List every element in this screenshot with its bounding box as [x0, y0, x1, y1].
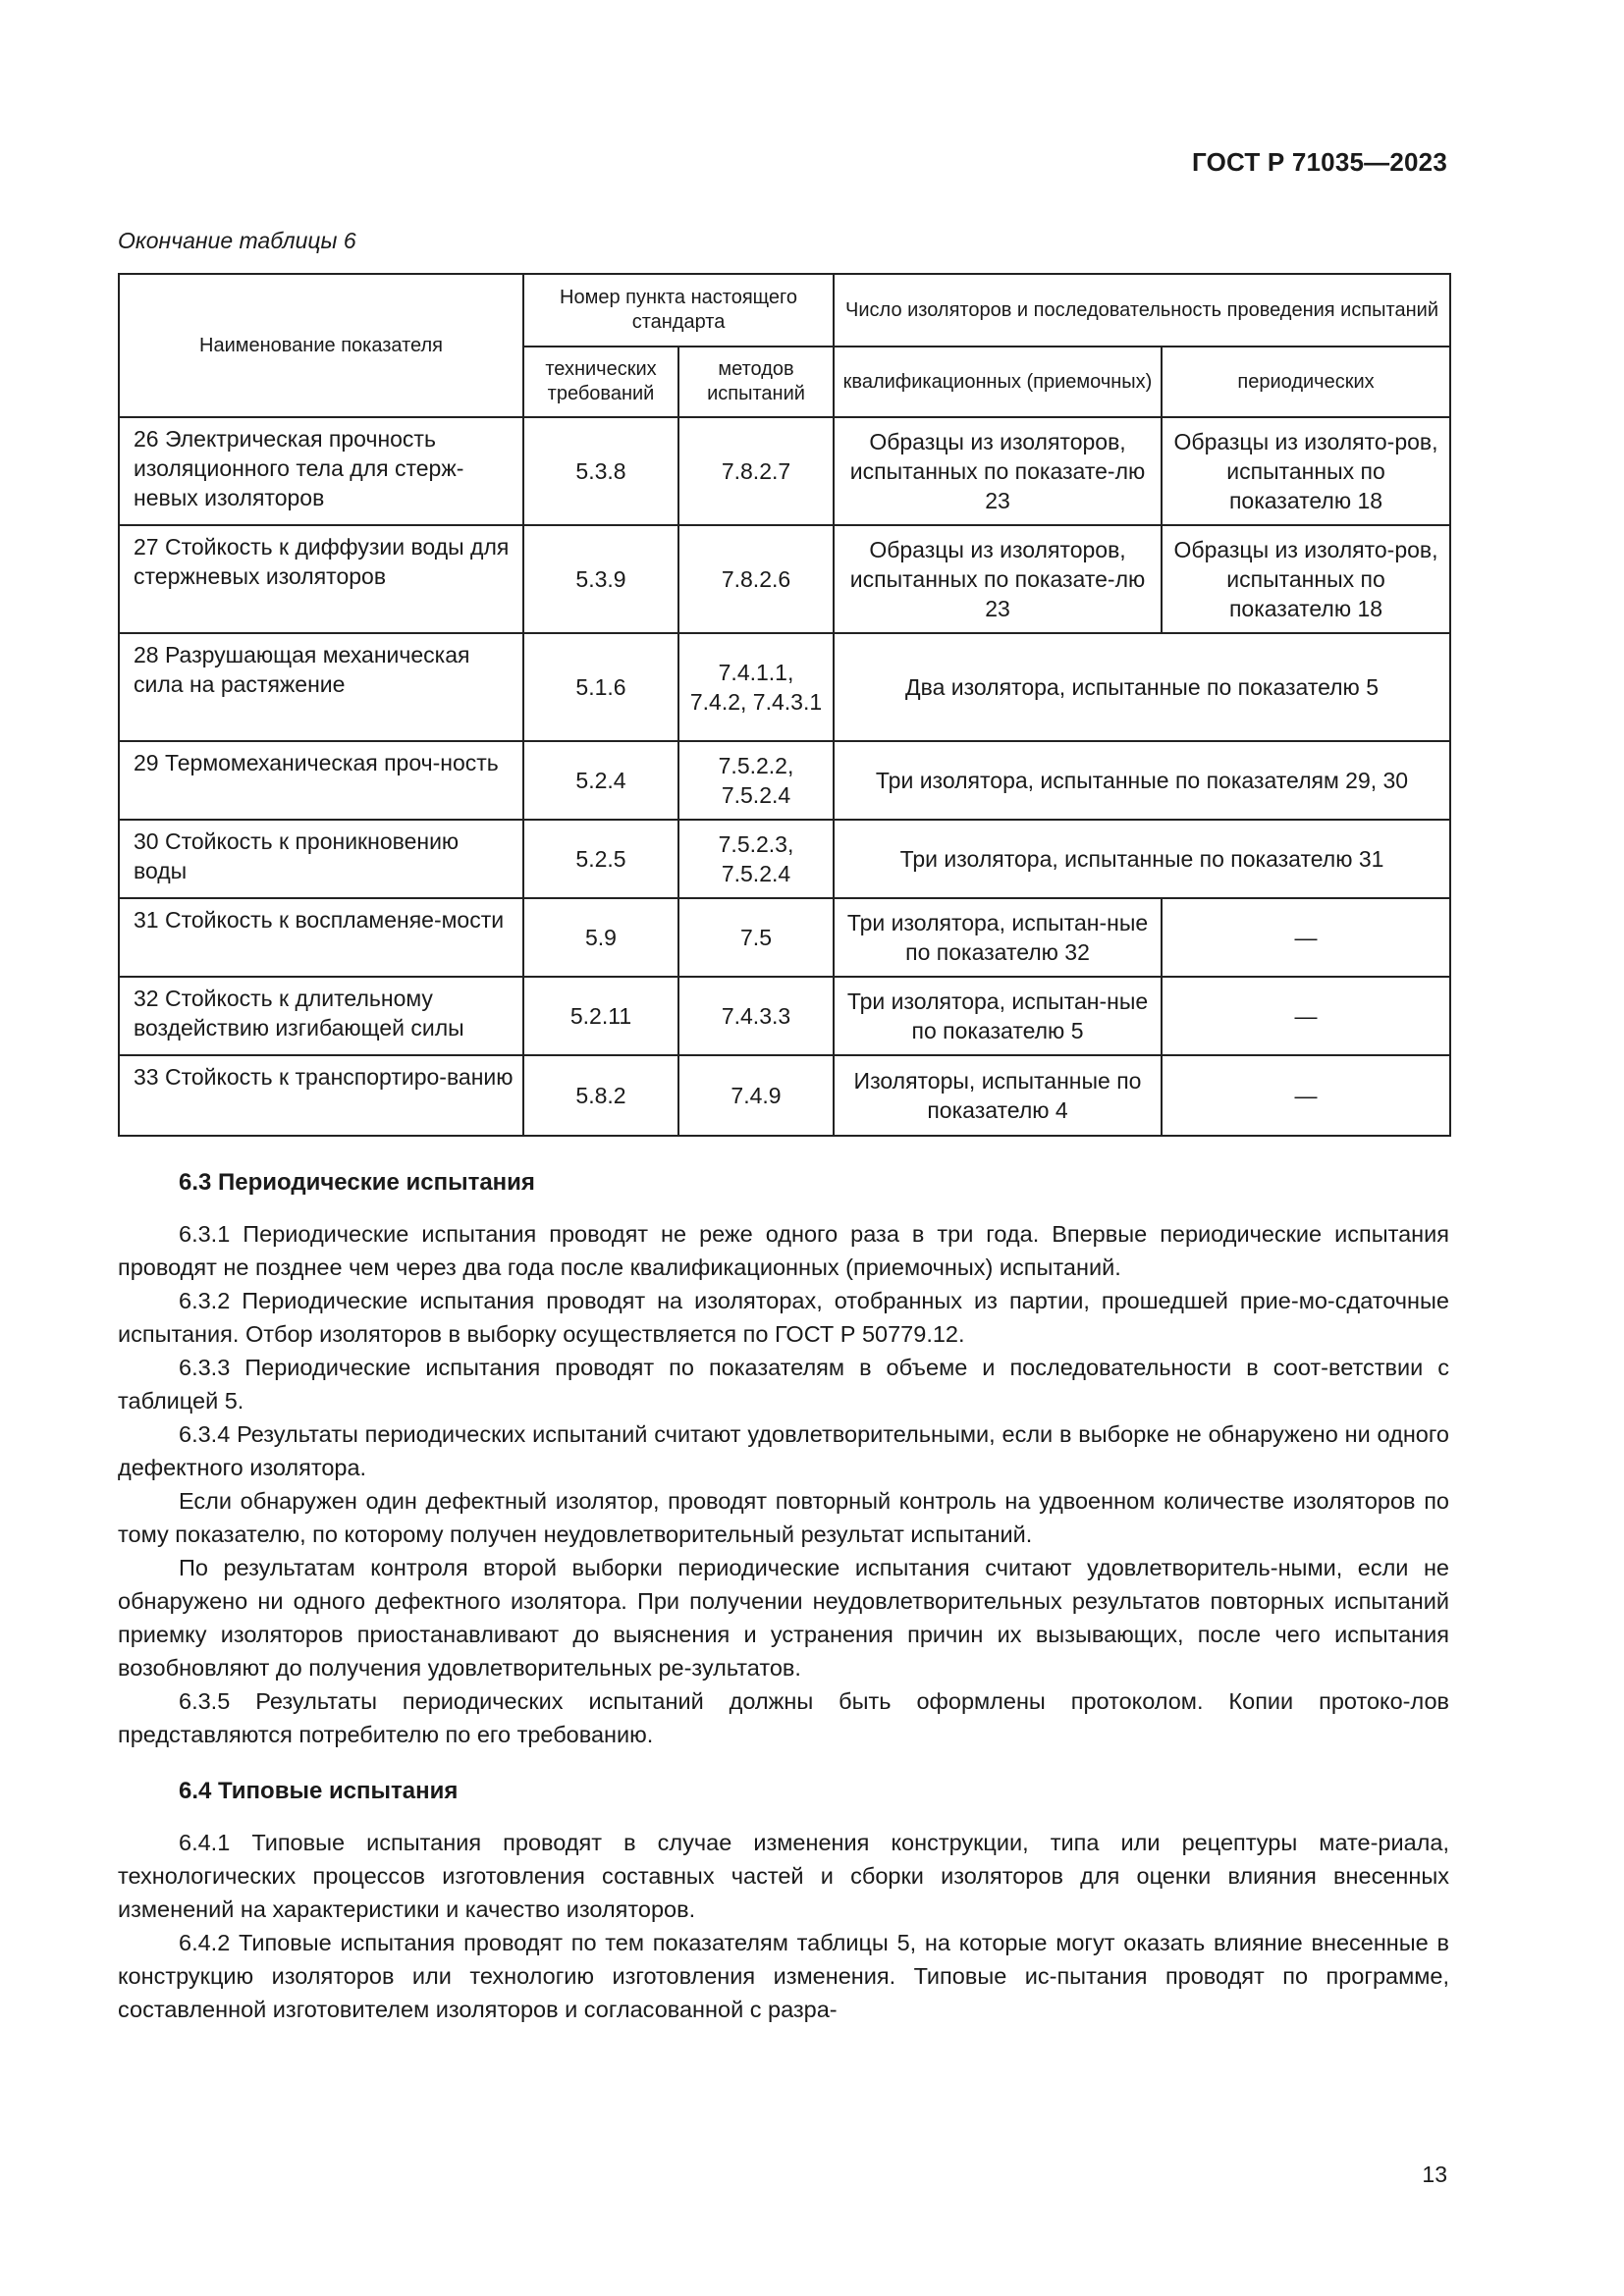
paragraph: Если обнаружен один дефектный изолятор, проводят повторный контроль на удвоенном количестве изоляторов по тому показателю, по которому получен неудовлетворительный результат испытаний.	[118, 1488, 1449, 1547]
table-row	[119, 977, 1450, 1055]
header-clause-group: Номер пункта настоящего стандарта	[523, 274, 834, 347]
table-row	[119, 820, 1450, 898]
header-periodic: периодических	[1162, 347, 1450, 417]
cell-qualification: Образцы из изоляторов, испытанных по показате-лю 23	[834, 417, 1162, 525]
paragraph: 6.4.1 Типовые испытания проводят в случае изменения конструкции, типа или рецептуры мате-риала, технологических процессов изготовления составных частей и сборки изоляторов для оценки влияния внесенных изменений на характеристики и качество изоляторов.	[118, 1830, 1449, 1922]
cell-periodic: Образцы из изолято-ров, испытанных по показателю 18	[1162, 525, 1450, 633]
paragraph: 6.3.1 Периодические испытания проводят не реже одного раза в три года. Впервые периодические испытания проводят не позднее чем через два года после квалификационных (приемочных) испытаний.	[118, 1221, 1449, 1280]
cell-methods: 7.4.9	[678, 1055, 834, 1136]
cell-tech: 5.2.5	[523, 820, 678, 898]
indicators-table	[118, 273, 1451, 1137]
paragraph: 6.3.3 Периодические испытания проводят по показателям в объеме и последовательности в соот-ветствии с таблицей 5.	[118, 1355, 1449, 1414]
cell-periodic: —	[1162, 977, 1450, 1055]
cell-qualification: Образцы из изоляторов, испытанных по показате-лю 23	[834, 525, 1162, 633]
section-heading-6-4: 6.4 Типовые испытания	[179, 1778, 459, 1804]
cell-name: 33 Стойкость к транспортиро-ванию	[119, 1055, 523, 1136]
cell-qualification: Изоляторы, испытанные по показателю 4	[834, 1055, 1162, 1136]
table-row	[119, 741, 1450, 820]
cell-tech: 5.3.9	[523, 525, 678, 633]
body-text	[118, 1166, 1449, 2026]
table-header-row	[119, 274, 1450, 347]
document-code: ГОСТ Р 71035—2023	[1192, 147, 1447, 177]
cell-name: 27 Стойкость к диффузии воды для стержневых изоляторов	[119, 525, 523, 633]
cell-methods: 7.4.1.1, 7.4.2, 7.4.3.1	[678, 633, 834, 741]
paragraph: 6.4.2 Типовые испытания проводят по тем показателям таблицы 5, на которые могут оказать влияние внесенные в конструкцию изоляторов или технологию изготовления изменения. Типовые ис-пытания проводят по программе, составленной изготовителем изоляторов и согласованной с разра-	[118, 1930, 1449, 2022]
cell-name: 29 Термомеханическая проч-ность	[119, 741, 523, 820]
cell-merged: Два изолятора, испытанные по показателю 5	[834, 633, 1450, 741]
cell-methods: 7.4.3.3	[678, 977, 834, 1055]
cell-tech: 5.2.4	[523, 741, 678, 820]
cell-methods: 7.5.2.3, 7.5.2.4	[678, 820, 834, 898]
cell-merged: Три изолятора, испытанные по показателю 31	[834, 820, 1450, 898]
table-row	[119, 525, 1450, 633]
header-tech: технических требований	[523, 347, 678, 417]
cell-tech: 5.8.2	[523, 1055, 678, 1136]
header-name: Наименование показателя	[119, 274, 523, 417]
cell-tech: 5.2.11	[523, 977, 678, 1055]
cell-tech: 5.1.6	[523, 633, 678, 741]
section-heading-6-3: 6.3 Периодические испытания	[179, 1169, 535, 1196]
cell-periodic: —	[1162, 898, 1450, 977]
header-qualification: квалификационных (приемочных)	[834, 347, 1162, 417]
cell-methods: 7.8.2.6	[678, 525, 834, 633]
cell-tech: 5.3.8	[523, 417, 678, 525]
cell-qualification: Три изолятора, испытан-ные по показателю 32	[834, 898, 1162, 977]
paragraph: 6.3.2 Периодические испытания проводят на изоляторах, отобранных из партии, прошедшей прие-мо-сдаточные испытания. Отбор изоляторов в выборку осуществляется по ГОСТ Р 50779.12.	[118, 1288, 1449, 1347]
paragraph: 6.3.4 Результаты периодических испытаний считают удовлетворительными, если в выборке не обнаружено ни одного дефектного изолятора.	[118, 1421, 1449, 1480]
cell-periodic: Образцы из изолято-ров, испытанных по показателю 18	[1162, 417, 1450, 525]
paragraph: По результатам контроля второй выборки периодические испытания считают удовлетворитель-ными, если не обнаружено ни одного дефектного изолятора. При получении неудовлетворительных результатов повторных испытаний приемку изоляторов приостанавливают до выяснения и устранения причин их вызывающих, после чего испытания возобновляют до получения удовлетворительных ре-зультатов.	[118, 1555, 1449, 1681]
page-number: 13	[1422, 2162, 1447, 2187]
table-row	[119, 1055, 1450, 1136]
cell-name: 28 Разрушающая механическая сила на растяжение	[119, 633, 523, 741]
header-methods: методов испытаний	[678, 347, 834, 417]
cell-merged: Три изолятора, испытанные по показателям 29, 30	[834, 741, 1450, 820]
cell-name: 31 Стойкость к воспламеняе-мости	[119, 898, 523, 977]
cell-methods: 7.5	[678, 898, 834, 977]
cell-methods: 7.8.2.7	[678, 417, 834, 525]
cell-tech: 5.9	[523, 898, 678, 977]
cell-methods: 7.5.2.2, 7.5.2.4	[678, 741, 834, 820]
table-caption: Окончание таблицы 6	[118, 228, 356, 253]
paragraph: 6.3.5 Результаты периодических испытаний должны быть оформлены протоколом. Копии протоко-лов представляются потребителю по его требованию.	[118, 1688, 1449, 1747]
table-row	[119, 417, 1450, 525]
table-row	[119, 633, 1450, 741]
cell-name: 30 Стойкость к проникновению воды	[119, 820, 523, 898]
cell-name: 32 Стойкость к длительному воздействию изгибающей силы	[119, 977, 523, 1055]
table-row	[119, 898, 1450, 977]
cell-periodic: —	[1162, 1055, 1450, 1136]
cell-name: 26 Электрическая прочность изоляционного тела для стерж-невых изоляторов	[119, 417, 523, 525]
header-count-group: Число изоляторов и последовательность проведения испытаний	[834, 274, 1450, 347]
cell-qualification: Три изолятора, испытан-ные по показателю 5	[834, 977, 1162, 1055]
